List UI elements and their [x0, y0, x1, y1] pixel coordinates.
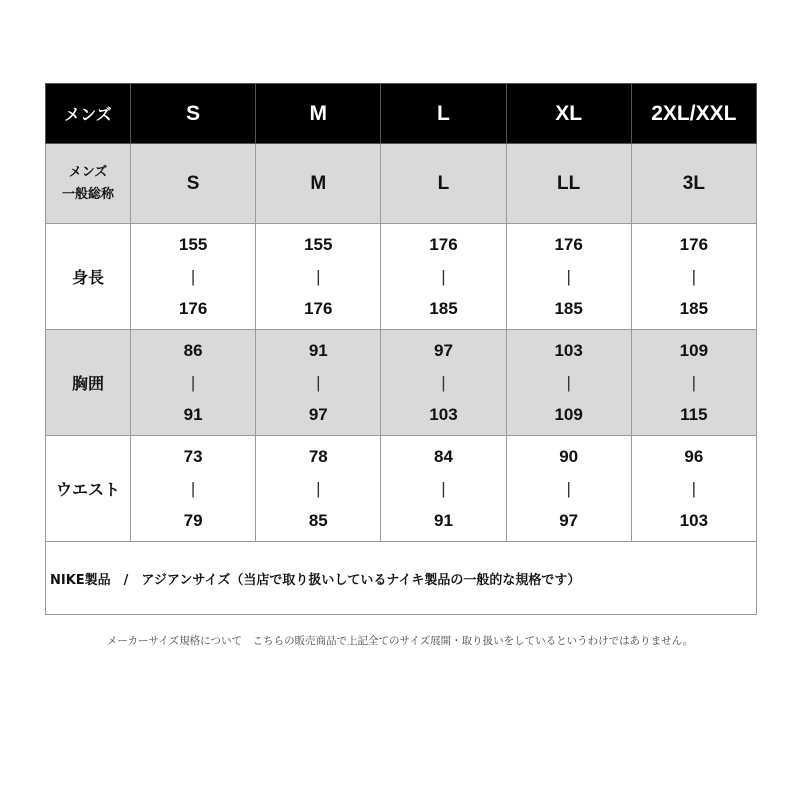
range-max: 103	[429, 404, 458, 424]
range-min: 91	[308, 340, 328, 360]
chest-label: 胸囲	[46, 330, 131, 436]
range-min: 73	[183, 446, 203, 466]
waist-row	[46, 436, 757, 542]
range-separator: |	[441, 478, 446, 498]
height-range-cell	[256, 224, 381, 330]
range-separator: |	[190, 478, 196, 498]
range-max: 97	[308, 404, 328, 424]
general-size-label	[46, 144, 131, 224]
range-max: 185	[679, 298, 709, 318]
range-min: 90	[559, 446, 579, 466]
height-row	[46, 224, 757, 330]
range-separator: |	[566, 266, 571, 286]
general-label-line2: 一般総称	[61, 186, 114, 202]
general-size-cell: 3L	[631, 144, 756, 224]
range-max: 185	[429, 298, 458, 318]
range-max: 115	[680, 404, 708, 424]
range-separator: |	[691, 478, 697, 498]
range-separator: |	[566, 372, 571, 392]
range-min: 176	[679, 234, 709, 254]
chest-range-cell	[256, 330, 381, 436]
header-size: S	[131, 84, 256, 144]
height-range-cell	[506, 224, 631, 330]
brand-note: NIKE製品 / アジアンサイズ（当店で取り扱いしているナイキ製品の一般的な規格です）	[46, 542, 757, 615]
note-row	[46, 542, 757, 615]
chest-range-cell	[631, 330, 756, 436]
range-separator: |	[691, 266, 697, 286]
range-max: 97	[559, 510, 579, 530]
range-separator: |	[691, 372, 697, 392]
range-separator: |	[190, 266, 196, 286]
header-size: M	[256, 84, 381, 144]
range-max: 109	[554, 404, 583, 424]
footnote: メーカーサイズ規格について こちらの販売商品で上記全てのサイズ展開・取り扱いをしているというわけではありません。	[106, 635, 694, 647]
range-min: 176	[554, 234, 583, 254]
waist-range-cell	[256, 436, 381, 542]
height-range-cell	[631, 224, 756, 330]
size-chart-table	[45, 83, 757, 615]
general-size-row	[46, 144, 757, 224]
header-size: L	[381, 84, 506, 144]
height-range-cell	[131, 224, 256, 330]
chest-row	[46, 330, 757, 436]
range-separator: |	[316, 266, 321, 286]
header-size: XL	[506, 84, 631, 144]
range-max: 176	[178, 298, 208, 318]
range-min: 103	[554, 340, 583, 360]
height-label: 身長	[46, 224, 131, 330]
chest-range-cell	[506, 330, 631, 436]
range-separator: |	[190, 372, 196, 392]
range-separator: |	[441, 372, 446, 392]
waist-range-cell	[131, 436, 256, 542]
range-max: 91	[183, 404, 203, 424]
height-range-cell	[381, 224, 506, 330]
general-size-cell: LL	[506, 144, 631, 224]
range-min: 96	[684, 446, 704, 466]
general-size-cell: M	[256, 144, 381, 224]
header-row	[46, 84, 757, 144]
range-min: 86	[183, 340, 203, 360]
range-min: 176	[429, 234, 458, 254]
chest-range-cell	[381, 330, 506, 436]
range-min: 155	[304, 234, 333, 254]
range-max: 85	[308, 510, 328, 530]
range-separator: |	[566, 478, 571, 498]
range-min: 109	[679, 340, 709, 360]
general-label-line1: メンズ	[68, 164, 108, 180]
range-min: 97	[434, 340, 453, 360]
waist-range-cell	[631, 436, 756, 542]
range-min: 78	[308, 446, 328, 466]
range-max: 103	[679, 510, 709, 530]
general-size-cell: L	[381, 144, 506, 224]
chest-range-cell	[131, 330, 256, 436]
waist-range-cell	[381, 436, 506, 542]
header-size: 2XL/XXL	[631, 84, 756, 144]
range-min: 84	[434, 446, 453, 466]
waist-range-cell	[506, 436, 631, 542]
waist-label: ウエスト	[46, 436, 131, 542]
range-max: 79	[183, 510, 203, 530]
header-label: メンズ	[46, 84, 131, 144]
range-min: 155	[178, 234, 208, 254]
range-max: 185	[554, 298, 583, 318]
range-separator: |	[316, 372, 321, 392]
range-separator: |	[316, 478, 321, 498]
range-max: 91	[434, 510, 453, 530]
range-max: 176	[304, 298, 333, 318]
general-size-cell: S	[131, 144, 256, 224]
range-separator: |	[441, 266, 446, 286]
